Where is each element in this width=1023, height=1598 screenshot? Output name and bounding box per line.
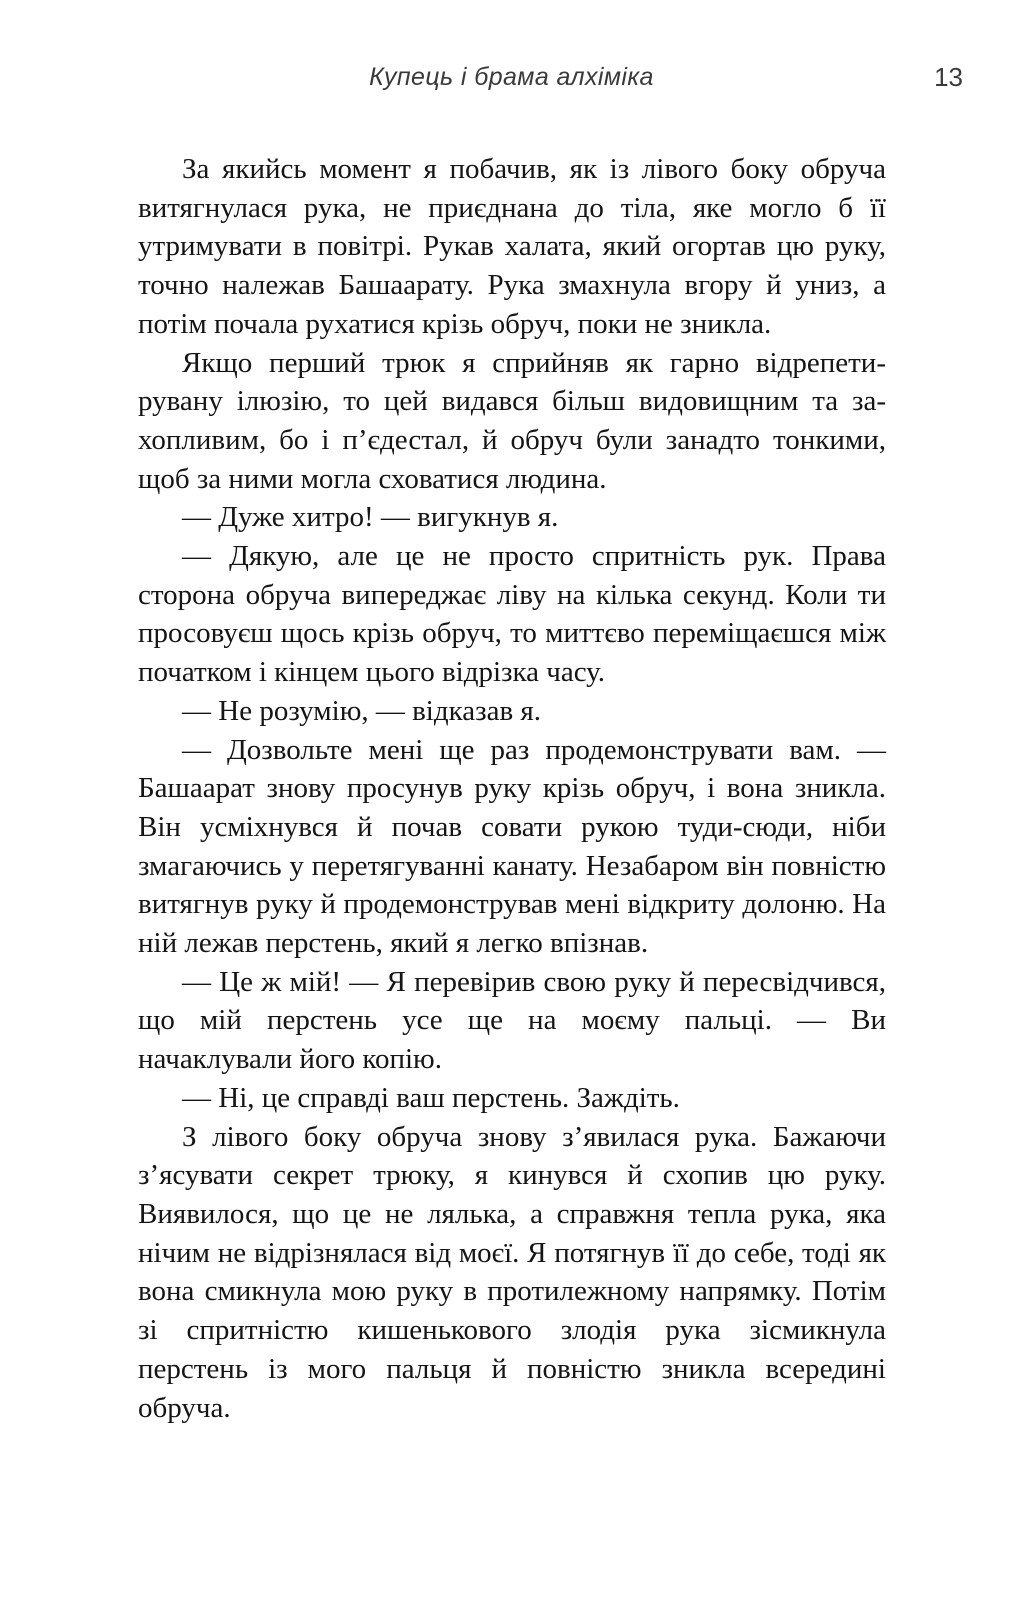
paragraph-dialogue: — Це ж мій! — Я перевірив свою руку й пересвідчився, що мій перстень усе ще на моєму пальці. — Ви начаклували його копію. (138, 965, 886, 1076)
page-number: 13 (934, 62, 963, 92)
running-head-title: Купець і брама алхіміка (369, 63, 654, 91)
paragraph-dialogue: — Дозвольте мені ще раз продемонструвати вам. — Башаарат знову просунув руку крізь обруч, і вона зникла. Він усміхнувся й почав совати рукою туди-сюди, ніби змагаючись у перетягуванні канату. Незабаром він повністю витягнув руку й продемонстрував мені відкриту долоню. На ній лежав перстень, який я легко впізнав. (138, 733, 886, 960)
paragraph-dialogue: — Дякую, але це не просто спритність рук. Права сторона обруча випереджає ліву на кілька секунд. Коли ти просовуєш щось крізь обруч, то миттєво переміщаєшся між початком і кінцем цього відрізка часу. (138, 540, 886, 689)
paragraph-dialogue: — Не розумію, — відказав я. (182, 694, 541, 727)
paragraph: З лівого боку обруча знову з’явилася рука. Бажаючи з’ясувати секрет трюку, я кинувся й схопив цю руку. Виявилося, що це не лялька, а справжня тепла рука, яка нічим не відрізнялася від моєї. Я потягнув її до себе, тоді як вона смикнула мою руку в протилежному напрямку. Потім зі спритністю кишенькового злодія рука зісмикнула перстень із мого пальця й повністю зникла всередині обруча. (138, 1120, 886, 1424)
paragraph: Якщо перший трюк я сприйняв як гарно відрепетирувану ілюзію, то цей видався більш видовищним та захопливим, бо і п’єдестал, й обруч були занадто тонкими, щоб за ними могла сховатися людина. (138, 346, 886, 495)
body-text (138, 150, 886, 1427)
paragraph: За якийсь момент я побачив, як із лівого боку обруча витягнулася рука, не приєднана до тіла, яке могло б її утримувати в повітрі. Рукав халата, який огортав цю руку, точно належав Башаарату. Рука змахнула вгору й униз, а потім почала рухатися крізь обруч, поки не зникла. (138, 153, 886, 340)
paragraph-dialogue: — Дуже хитро! — вигукнув я. (182, 501, 559, 534)
paragraph-dialogue: — Ні, це справді ваш перстень. Заждіть. (182, 1081, 680, 1114)
